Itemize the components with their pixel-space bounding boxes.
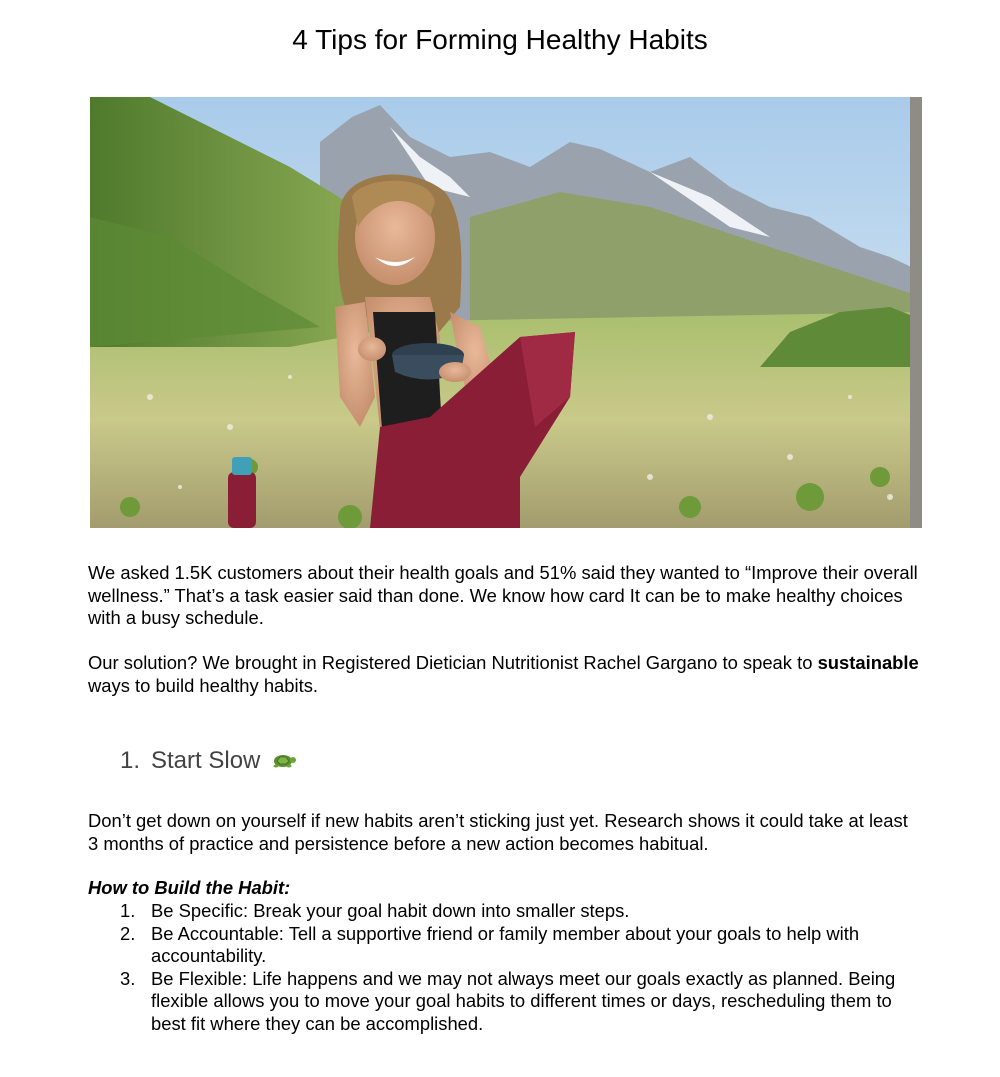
how-to-label: How to Build the Habit: — [88, 877, 291, 898]
section-number: 1. — [120, 747, 141, 774]
list-item-number: 3. — [120, 967, 136, 989]
section-body: Don’t get down on yourself if new habits aren’t sticking just yet. Research shows it could take at least 3 months of practice and persistence before a new action becomes habitual. — [88, 810, 908, 854]
habit-steps-list — [120, 900, 920, 1035]
section-title: Start Slow — [151, 747, 261, 774]
turtle-icon — [271, 750, 297, 770]
list-item-text: Be Flexible: Life happens and we may not always meet our goals exactly as planned. Being flexible allows you to move your goal habits to different times or days, rescheduling them to best fit where they can be accomplished. — [151, 967, 896, 1034]
sustainable-emphasis: sustainable — [817, 652, 919, 673]
list-item-text: Be Accountable: Tell a supportive friend or family member about your goals to help with accountability. — [151, 922, 860, 966]
list-item — [120, 923, 920, 968]
document-title: 4 Tips for Forming Healthy Habits — [292, 24, 708, 55]
solution-paragraph — [88, 652, 923, 697]
list-item-number: 1. — [120, 900, 136, 921]
list-item-text: Be Specific: Break your goal habit down into smaller steps. — [151, 900, 630, 921]
intro-paragraph: We asked 1.5K customers about their health goals and 51% said they wanted to “Improve their overall wellness.” That’s a task easier said than done. We know how card It can be to make healthy choices with a busy schedule. — [88, 562, 918, 628]
list-item-number: 2. — [120, 922, 136, 944]
solution-text-end: ways to build healthy habits. — [88, 674, 319, 696]
section-heading-start-slow — [120, 747, 297, 775]
hero-image — [90, 97, 922, 528]
list-item — [120, 968, 920, 1036]
list-item — [120, 900, 920, 923]
solution-text: Our solution? We brought in Registered Dietician Nutritionist Rachel Gargano to speak to — [88, 652, 813, 673]
